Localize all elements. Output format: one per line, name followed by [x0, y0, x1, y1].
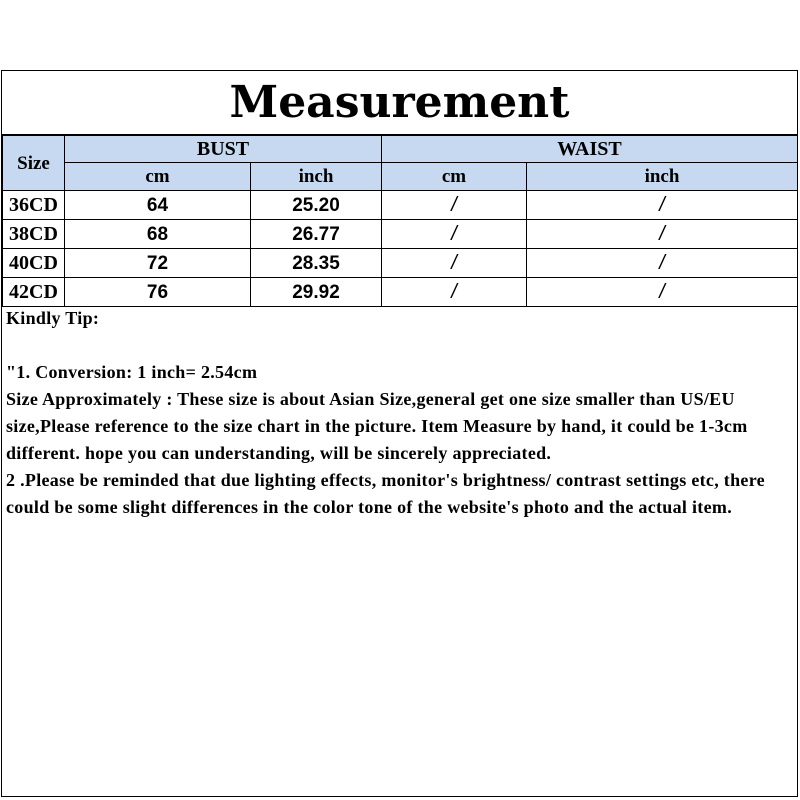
kindly-tip-notes — [6, 305, 794, 521]
waist-inch-header: inch — [527, 163, 798, 191]
bust-group-header: BUST — [65, 136, 382, 163]
table-row — [3, 220, 798, 249]
notes-conversion: "1. Conversion: 1 inch= 2.54cm — [6, 362, 258, 382]
bust-inch-cell: 28.35 — [251, 249, 382, 278]
bust-cm-cell: 72 — [65, 249, 251, 278]
measurement-sheet — [1, 70, 798, 797]
waist-cm-cell: / — [382, 278, 527, 307]
waist-inch-cell: / — [527, 249, 798, 278]
waist-inch-cell: / — [527, 278, 798, 307]
bust-inch-cell: 26.77 — [251, 220, 382, 249]
notes-color-reminder: 2 .Please be reminded that due lighting effects, monitor's brightness/ contrast settings etc, there could be some slight differences in the color tone of the website's photo and the actual item. — [6, 470, 765, 517]
waist-inch-cell: / — [527, 220, 798, 249]
bust-inch-header: inch — [251, 163, 382, 191]
bust-inch-cell: 25.20 — [251, 191, 382, 220]
waist-inch-cell: / — [527, 191, 798, 220]
table-row — [3, 249, 798, 278]
size-cell: 38CD — [3, 220, 65, 249]
size-cell: 40CD — [3, 249, 65, 278]
waist-cm-cell: / — [382, 249, 527, 278]
notes-size-approx: Size Approximately : These size is about Asian Size,general get one size smaller than US/EU size,Please reference to the size chart in the picture. Item Measure by hand, it could be 1-3cm different. hope you can understanding, will be sincerely appreciated. — [6, 389, 748, 463]
table-row — [3, 278, 798, 307]
waist-cm-cell: / — [382, 220, 527, 249]
table-row — [3, 191, 798, 220]
size-cell: 42CD — [3, 278, 65, 307]
waist-cm-cell: / — [382, 191, 527, 220]
size-table — [2, 135, 798, 307]
waist-group-header: WAIST — [382, 136, 798, 163]
notes-heading: Kindly Tip: — [6, 308, 100, 328]
page-title: Measurement — [2, 71, 797, 135]
bust-cm-header: cm — [65, 163, 251, 191]
bust-inch-cell: 29.92 — [251, 278, 382, 307]
bust-cm-cell: 64 — [65, 191, 251, 220]
size-cell: 36CD — [3, 191, 65, 220]
notes-spacer — [6, 332, 794, 359]
waist-cm-header: cm — [382, 163, 527, 191]
table-header-row — [3, 136, 798, 163]
bust-cm-cell: 68 — [65, 220, 251, 249]
table-unit-row — [3, 163, 798, 191]
bust-cm-cell: 76 — [65, 278, 251, 307]
size-column-header: Size — [3, 136, 65, 191]
